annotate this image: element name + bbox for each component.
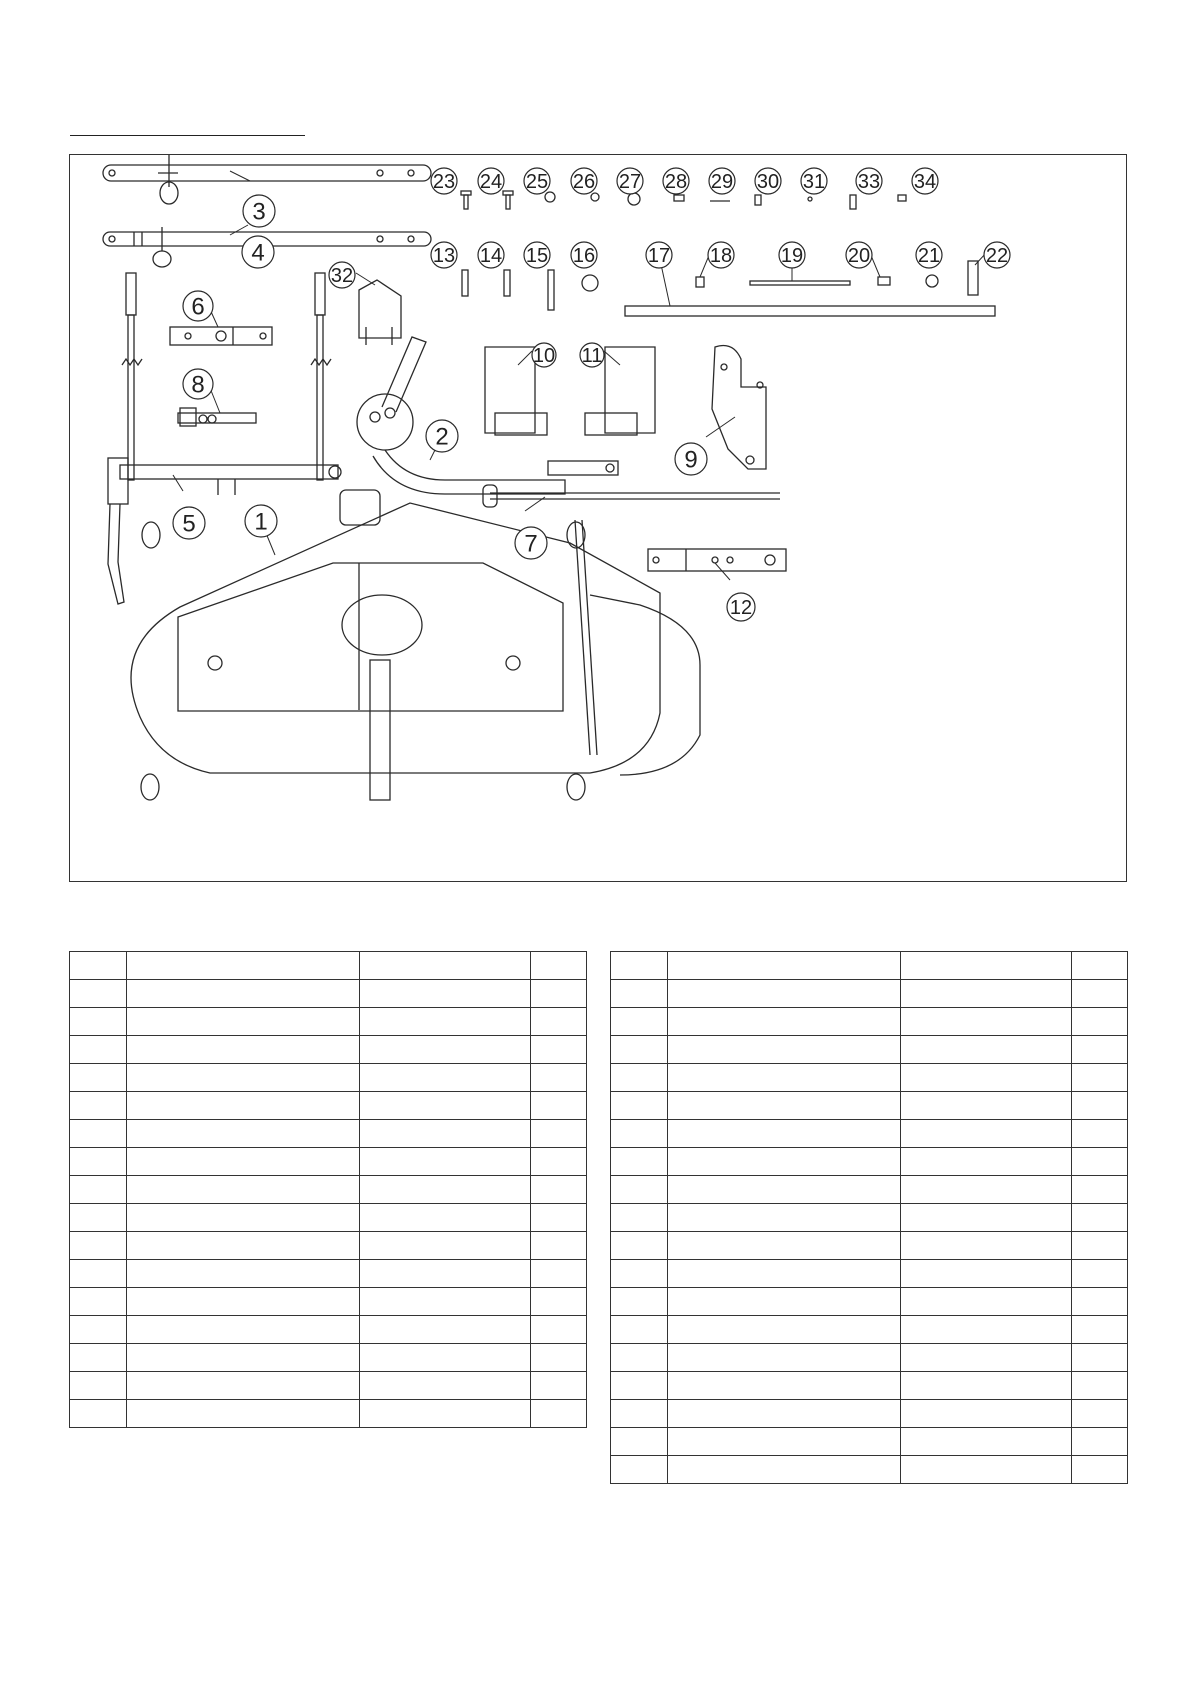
table-row [611,1204,1128,1232]
table-cell [360,1092,531,1120]
table-cell [360,1372,531,1400]
table-cell [901,952,1072,980]
table-cell [611,1400,668,1428]
table-cell [901,1008,1072,1036]
callout-6 [183,291,218,327]
callout-number: 8 [191,371,205,399]
callout-leader [173,475,183,491]
table-cell [667,1120,900,1148]
callout-number: 21 [917,245,941,267]
part-1-deck [131,503,660,773]
table-cell [70,1064,127,1092]
callout-22 [975,242,1010,268]
table-cell [126,1260,359,1288]
table-cell [360,1036,531,1064]
table-cell [611,1288,668,1316]
table-cell [901,1288,1072,1316]
table-cell [667,1260,900,1288]
callout-16 [571,242,597,268]
table-cell [667,952,900,980]
table-cell [901,1148,1072,1176]
table-cell [360,980,531,1008]
callout-leader [518,351,532,365]
callout-number: 28 [664,171,688,193]
callout-leader [230,171,250,181]
callout-number: 14 [479,245,503,267]
table-row [70,1260,587,1288]
table-row [611,1372,1128,1400]
part-11-plate [605,347,655,433]
table-cell [126,1036,359,1064]
part-17-hose [625,306,995,316]
callout-7 [515,497,547,559]
table-cell [360,1148,531,1176]
callout-23 [431,168,457,194]
table-cell [70,1232,127,1260]
table-cell [667,1036,900,1064]
table-cell [70,1120,127,1148]
table-cell [667,980,900,1008]
table-cell [531,1344,587,1372]
callout-number: 11 [581,345,603,367]
callout-number: 9 [684,446,698,474]
table-cell [667,1148,900,1176]
table-cell [901,1232,1072,1260]
table-cell [531,1148,587,1176]
callout-number: 20 [847,245,871,267]
callout-25 [524,168,550,194]
table-cell [126,1120,359,1148]
table-cell [126,952,359,980]
table-cell [611,1456,668,1484]
table-row [611,1120,1128,1148]
table-cell [611,1148,668,1176]
heading-underline [70,135,305,136]
table-cell [611,980,668,1008]
table-cell [70,1008,127,1036]
table-cell [70,1316,127,1344]
table-cell [611,1428,668,1456]
callout-26 [571,168,597,194]
callout-leader [230,225,248,235]
table-cell [901,1428,1072,1456]
exploded-view-drawing [70,155,1128,883]
table-cell [1072,1288,1128,1316]
table-cell [901,1372,1072,1400]
table-cell [531,952,587,980]
table-cell [1072,980,1128,1008]
callout-number: 23 [432,171,456,193]
table-row [70,1372,587,1400]
callout-31 [801,168,827,194]
table-row [70,1064,587,1092]
table-cell [531,1232,587,1260]
callout-number: 22 [985,245,1009,267]
table-cell [360,1120,531,1148]
table-cell [360,952,531,980]
table-cell [1072,1400,1128,1428]
table-row [70,1036,587,1064]
callout-number: 31 [802,171,826,193]
table-cell [126,980,359,1008]
table-cell [126,1288,359,1316]
table-cell [1072,1092,1128,1120]
table-row [611,1316,1128,1344]
table-cell [70,1400,127,1428]
table-cell [667,1064,900,1092]
callout-number: 1 [254,508,268,536]
callout-number: 25 [525,171,549,193]
table-row [70,1232,587,1260]
table-cell [1072,1260,1128,1288]
callout-leader [356,273,375,285]
table-cell [70,952,127,980]
callout-1 [245,505,277,555]
callout-number: 33 [857,171,881,193]
table-cell [531,1204,587,1232]
callout-number: 29 [710,171,734,193]
table-row [70,1176,587,1204]
table-cell [531,1316,587,1344]
table-cell [1072,1036,1128,1064]
table-cell [360,1316,531,1344]
part-8-bracket [178,413,256,423]
table-cell [667,1428,900,1456]
callout-number: 16 [572,245,596,267]
table-cell [667,1316,900,1344]
table-cell [126,1176,359,1204]
callout-3 [230,171,275,227]
table-row [70,1400,587,1428]
callout-29 [709,168,735,194]
table-cell [667,1400,900,1428]
table-cell [70,1204,127,1232]
table-cell [611,1204,668,1232]
table-cell [531,1288,587,1316]
callout-27 [617,168,643,194]
table-cell [1072,1232,1128,1260]
table-cell [667,1372,900,1400]
callout-32 [329,262,375,288]
table-cell [611,1232,668,1260]
table-cell [611,1036,668,1064]
table-cell [126,1400,359,1428]
table-cell [667,1204,900,1232]
table-cell [611,1176,668,1204]
table-cell [126,1008,359,1036]
parts-table-right [610,951,1128,1484]
callout-number: 2 [435,423,449,451]
callout-number: 17 [647,245,671,267]
callout-leader [706,417,735,437]
table-cell [70,980,127,1008]
table-cell [531,1260,587,1288]
table-cell [1072,1204,1128,1232]
table-cell [611,1008,668,1036]
table-cell [901,1036,1072,1064]
part-5-crossbar [120,465,338,479]
table-cell [1072,1344,1128,1372]
table-cell [611,1092,668,1120]
table-cell [901,1176,1072,1204]
table-cell [901,1344,1072,1372]
callout-number: 13 [432,245,456,267]
callout-5 [173,475,205,539]
table-cell [667,1092,900,1120]
callout-12 [715,563,755,621]
table-cell [360,1204,531,1232]
table-cell [1072,1176,1128,1204]
table-row [611,1008,1128,1036]
table-cell [70,1344,127,1372]
callout-number: 32 [330,265,354,287]
table-cell [901,1204,1072,1232]
table-cell [901,1456,1072,1484]
table-row [611,1428,1128,1456]
table-cell [360,1400,531,1428]
callout-13 [431,242,457,268]
callout-number: 5 [182,510,196,538]
table-row [611,1232,1128,1260]
callout-number: 3 [252,198,266,226]
callout-number: 10 [532,345,556,367]
table-cell [126,1316,359,1344]
table-row [611,980,1128,1008]
table-row [611,1148,1128,1176]
table-cell [360,1176,531,1204]
table-cell [70,1036,127,1064]
table-row [70,1008,587,1036]
table-cell [611,952,668,980]
callout-9 [675,417,735,475]
callout-number: 27 [618,171,642,193]
callout-number: 6 [191,293,205,321]
table-row [70,1204,587,1232]
table-cell [1072,1064,1128,1092]
table-cell [901,1316,1072,1344]
table-cell [1072,952,1128,980]
table-cell [667,1288,900,1316]
callout-number: 26 [572,171,596,193]
table-cell [70,1372,127,1400]
table-cell [901,1120,1072,1148]
callout-8 [183,369,220,413]
table-row [70,1344,587,1372]
table-cell [667,1456,900,1484]
part-19-rod [750,281,850,285]
table-row [611,1260,1128,1288]
table-cell [531,1036,587,1064]
callout-21 [916,242,942,268]
table-row [611,1288,1128,1316]
callout-19 [779,242,805,281]
table-row [611,952,1128,980]
table-cell [360,1260,531,1288]
table-cell [611,1120,668,1148]
table-cell [126,1204,359,1232]
table-row [70,1316,587,1344]
table-cell [70,1260,127,1288]
callout-number: 19 [780,245,804,267]
table-row [611,1344,1128,1372]
callout-number: 30 [756,171,780,193]
table-cell [901,1064,1072,1092]
table-cell [531,1092,587,1120]
table-row [611,1400,1128,1428]
table-cell [1072,1316,1128,1344]
table-cell [531,1064,587,1092]
callout-33 [856,168,882,194]
table-cell [901,1400,1072,1428]
table-cell [126,1372,359,1400]
callout-number: 34 [913,171,937,193]
callout-34 [912,168,938,194]
callout-leader [604,351,620,365]
table-cell [1072,1372,1128,1400]
table-cell [667,1176,900,1204]
table-cell [126,1232,359,1260]
table-cell [611,1064,668,1092]
table-cell [70,1092,127,1120]
table-cell [901,980,1072,1008]
table-cell [1072,1428,1128,1456]
part-32-bracket [359,280,401,338]
table-cell [360,1008,531,1036]
table-cell [531,1008,587,1036]
callout-15 [524,242,550,268]
table-cell [360,1344,531,1372]
table-cell [531,1400,587,1428]
callout-20 [846,242,880,277]
callout-2 [426,420,458,460]
callout-number: 24 [479,171,503,193]
part-9-bracket [712,346,766,470]
table-row [70,1092,587,1120]
table-cell [360,1232,531,1260]
hardware-row-1 [461,191,906,209]
parts-table-left [69,951,587,1428]
table-cell [126,1148,359,1176]
callout-14 [478,242,504,268]
part-10-plate [485,347,535,433]
table-row [70,980,587,1008]
table-row [70,1120,587,1148]
callout-17 [646,242,672,306]
table-cell [1072,1148,1128,1176]
table-cell [667,1232,900,1260]
table-row [70,952,587,980]
parts-diagram [69,154,1127,882]
callout-28 [663,168,689,194]
table-cell [531,1176,587,1204]
table-cell [126,1092,359,1120]
table-row [611,1176,1128,1204]
table-cell [531,1120,587,1148]
table-cell [531,980,587,1008]
table-cell [667,1008,900,1036]
table-cell [70,1176,127,1204]
table-cell [1072,1456,1128,1484]
table-row [611,1064,1128,1092]
table-cell [611,1372,668,1400]
callout-number: 15 [525,245,549,267]
callout-30 [755,168,781,194]
callout-number: 7 [524,530,538,558]
table-row [611,1036,1128,1064]
callout-24 [478,168,504,194]
table-cell [901,1092,1072,1120]
table-cell [901,1260,1072,1288]
callout-number: 18 [709,245,733,267]
table-cell [360,1288,531,1316]
table-row [70,1148,587,1176]
table-cell [667,1344,900,1372]
callout-number: 4 [251,239,265,267]
table-cell [531,1372,587,1400]
table-cell [126,1064,359,1092]
table-cell [1072,1120,1128,1148]
table-cell [611,1316,668,1344]
table-row [611,1092,1128,1120]
table-row [611,1456,1128,1484]
part-2-arm [357,394,413,450]
part-3-bar [103,165,431,181]
callout-18 [700,242,734,277]
table-cell [1072,1008,1128,1036]
callout-number: 12 [729,597,753,619]
table-cell [70,1148,127,1176]
table-cell [126,1344,359,1372]
table-cell [611,1260,668,1288]
table-cell [360,1064,531,1092]
table-row [70,1288,587,1316]
table-cell [70,1288,127,1316]
table-cell [611,1344,668,1372]
